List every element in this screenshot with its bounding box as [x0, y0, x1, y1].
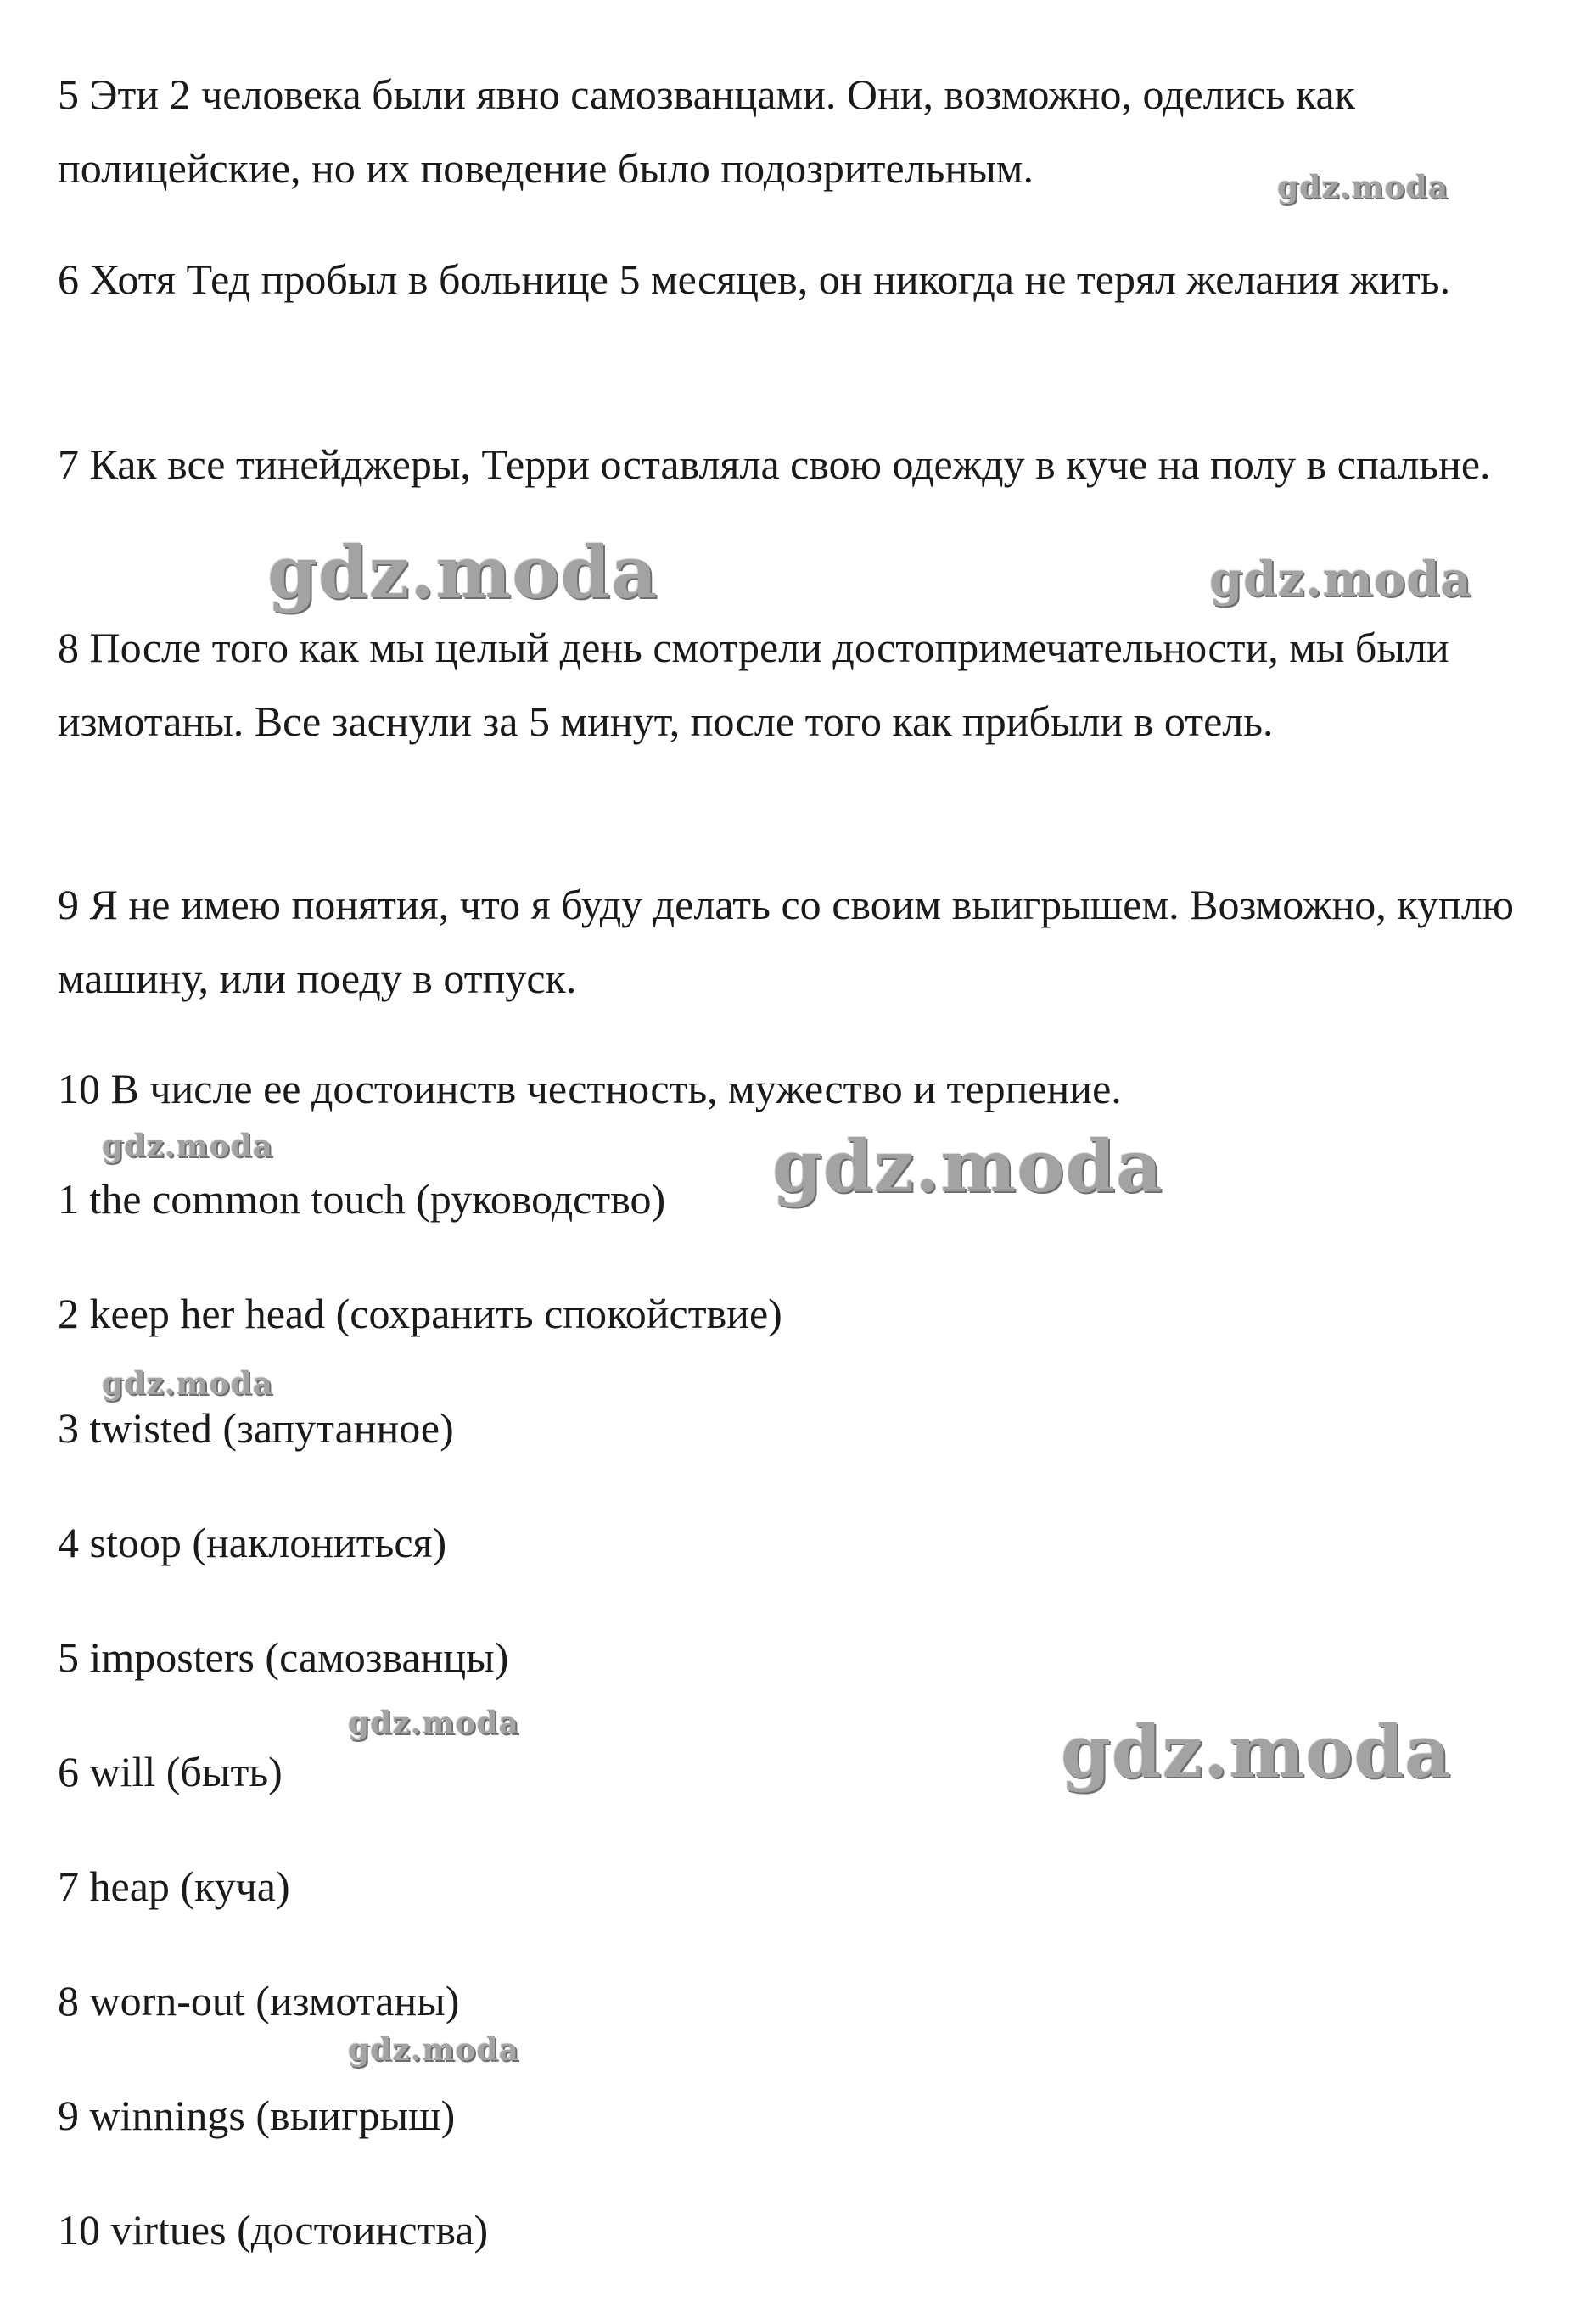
vocab-item-1: 1 the common touch (руководство)	[58, 1175, 666, 1223]
vocab-item-6: 6 will (быть)	[58, 1748, 283, 1795]
paragraph-5: 5 Эти 2 человека были явно самозванцами. Они, возможно, оделись как полицейские, но их поведение было подозрительным.	[58, 70, 1355, 192]
vocab-item-7: 7 heap (куча)	[58, 1862, 290, 1910]
paragraph-8: 8 После того как мы целый день смотрели достопримечательности, мы были измотаны. Все заснули за 5 минут, после того как прибыли в отель.	[58, 624, 1449, 745]
watermark: gdz.moda	[1061, 1710, 1452, 1794]
watermark: gdz.moda	[772, 1124, 1163, 1208]
watermark: gdz.moda	[102, 1366, 273, 1402]
vocab-item-2: 2 keep her head (сохранить спокойствие)	[58, 1290, 782, 1337]
vocab-item-10: 10 virtues (достоинства)	[58, 2206, 489, 2254]
watermark: gdz.moda	[1277, 170, 1449, 205]
watermark: gdz.moda	[102, 1128, 273, 1164]
vocab-item-8: 8 worn-out (измотаны)	[58, 1977, 460, 2024]
paragraph-10: 10 В числе ее достоинств честность, мужество и терпение.	[58, 1065, 1122, 1112]
vocab-item-3: 3 twisted (запутанное)	[58, 1404, 454, 1452]
watermark: gdz.moda	[1209, 552, 1472, 608]
vocab-item-4: 4 stoop (наклониться)	[58, 1519, 447, 1566]
watermark: gdz.moda	[267, 530, 658, 614]
paragraph-6: 6 Хотя Тед пробыл в больнице 5 месяцев, он никогда не терял желания жить.	[58, 255, 1451, 303]
paragraph-7: 7 Как все тинейджеры, Терри оставляла свою одежду в куче на полу в спальне.	[58, 440, 1491, 488]
paragraph-9: 9 Я не имею понятия, что я буду делать со своим выигрышем. Возможно, куплю машину, или поеду в отпуск.	[58, 881, 1514, 1002]
vocab-item-9: 9 winnings (выигрыш)	[58, 2092, 456, 2139]
vocab-item-5: 5 imposters (самозванцы)	[58, 1633, 509, 1681]
watermark: gdz.moda	[348, 1705, 519, 1741]
watermark: gdz.moda	[348, 2032, 519, 2068]
